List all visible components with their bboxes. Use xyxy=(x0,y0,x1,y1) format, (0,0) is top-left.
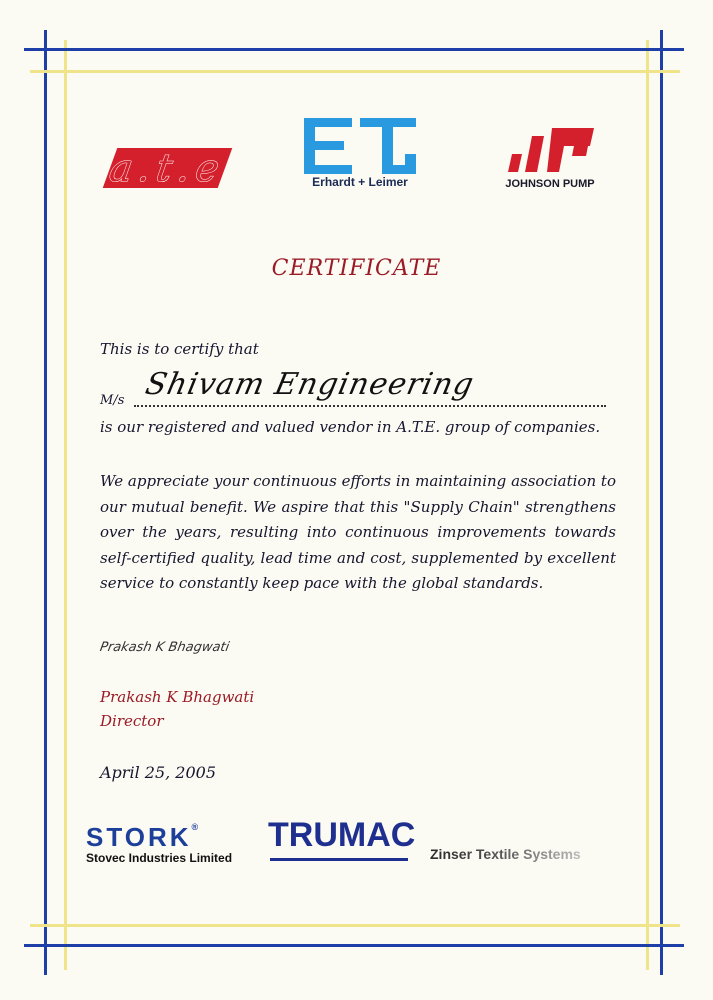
frame-right-yellow xyxy=(646,40,649,970)
stork-wordmark xyxy=(86,822,246,853)
johnson-pump-mark-icon xyxy=(504,128,594,174)
erhardt-leimer-mark-icon xyxy=(304,118,416,174)
frame-left-yellow xyxy=(64,40,67,970)
vendor-line: is our registered and valued vendor in A.T.E. group of companies. xyxy=(100,418,601,436)
trumac-text: TRUMAC xyxy=(268,816,416,854)
signer-title: Director xyxy=(100,712,164,730)
johnson-pump-caption: JOHNSON PUMP xyxy=(505,178,595,190)
stork-text: STORK xyxy=(86,822,192,852)
dotted-line xyxy=(134,405,606,407)
appreciation-paragraph: We appreciate your continuous efforts in maintaining association to our mutual benefit. We aspire that this "Supply Chain" strengthens over the years, resulting into continuous improvements towards self-certified quality, lead time and cost, supplemented by excellent service to constantly keep pace with the global standards. xyxy=(100,472,616,592)
registered-icon: ® xyxy=(191,822,202,832)
ate-logo xyxy=(103,148,233,188)
signature: Prakash K Bhagwati xyxy=(98,640,231,655)
zinser-logo: Zinser Textile Systems xyxy=(430,846,581,862)
frame-right-blue xyxy=(660,30,663,975)
frame-left-blue xyxy=(44,30,47,975)
company-line xyxy=(100,367,610,415)
company-name: Shivam Engineering xyxy=(142,367,478,402)
trumac-logo xyxy=(268,816,416,864)
stork-logo xyxy=(86,822,246,865)
certificate-date: April 25, 2005 xyxy=(100,763,217,782)
top-logo-row xyxy=(100,118,620,198)
frame-top-blue xyxy=(24,48,684,51)
erhardt-leimer-caption: Erhardt + Leimer xyxy=(312,175,408,189)
frame-bottom-yellow xyxy=(30,924,680,927)
certificate-title: CERTIFICATE xyxy=(271,256,442,281)
certify-intro: This is to certify that xyxy=(100,340,259,358)
frame-bottom-blue xyxy=(24,944,684,947)
frame-top-yellow xyxy=(30,70,680,73)
signer-name: Prakash K Bhagwati xyxy=(100,688,255,706)
trumac-underline xyxy=(270,858,408,861)
ms-prefix: M/s xyxy=(100,393,125,408)
stork-subtitle: Stovec Industries Limited xyxy=(86,851,233,865)
ate-logo-text: a.t.e xyxy=(106,146,229,190)
